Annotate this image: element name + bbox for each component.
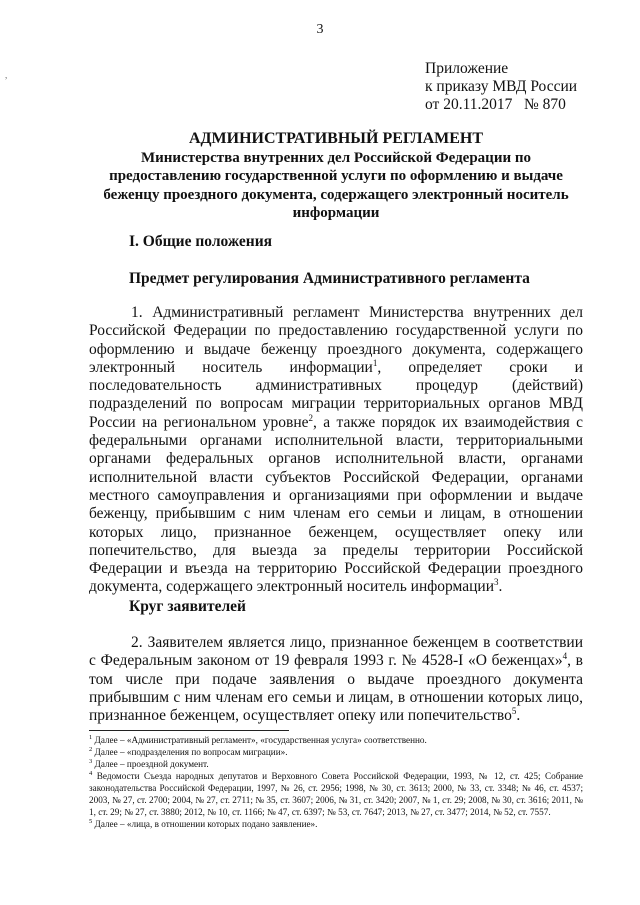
paragraph-1: 1. Административный регламент Министерства внутренних дел Российской Федерации по предоставлению государственной услуги по оформлению и выдаче беженцу проездного документа, содержащего электронный носитель информации$^1$, определяет сроки и последовательность административных процедур (действий) подразделений по вопросам миграции территориальных органов МВД России на региональном уровне$^2$, а также порядок их взаимодействия с федеральными органами исполнительной власти, территориальными органами федеральных органов исполнительной власти, органами исполнительной власти субъектов Российской Федерации, органами местного самоуправления и организациями при оформлении и выдаче беженцу, прибывшим с ним членам его семьи и лицам, в отношении которых лицо, признанное беженцем, осуществляет опеку или попечительство, для выезда за пределы территории Российской Федерации и въезда на территорию Российской Федерации проездного документа, содержащего электронный носитель информации$^3$.: [89, 304, 584, 596]
title-sub: Министерства внутренних дел Российской Федерации по предоставлению государственной услуги по оформлению и выдаче беженцу проездного документа, содержащего электронный носитель информации: [103, 149, 569, 221]
annex-line-3: от 20.11.2017 № 870: [425, 96, 566, 113]
footnote-ref-1: 1: [372, 357, 378, 368]
subheading-applicants: Круг заявителей: [129, 598, 246, 615]
footnotes: [89, 734, 583, 830]
document-title: [88, 130, 584, 223]
scan-mark: ,: [5, 70, 8, 80]
annex-line-1: Приложение: [425, 60, 509, 77]
footnote-item: $^1$ Далее – «Административный регламент», «государственная услуга» соответственно.: [89, 733, 427, 745]
page-number: 3: [316, 22, 324, 37]
annex-line-2: к приказу МВД России: [425, 78, 578, 95]
title-main: АДМИНИСТРАТИВНЫЙ РЕГЛАМЕНТ: [188, 130, 484, 147]
footnote-item: $^3$ Далее – проездной документ.: [89, 757, 209, 769]
footnote-item: $^4$ Ведомости Съезда народных депутатов и Верховного Совета Российской Федерации, 1993, № 12, ст. 425; Собрание законодательства Российской Федерации, 1997, № 26, ст. 2956; 1998, № 30, ст. 3613; 2000, № 33, ст. 3348; № 46, ст. 4537; 2003, № 27, ст. 2700; 2004, № 27, ст. 2711; № 35, ст. 3607; 2006, № 31, ст. 3420; 2007, № 1, ст. 29; 2008, № 30, ст. 3616; 2011, № 1, ст. 29; № 27, ст. 3880; 2012, № 10, ст. 1166; № 47, ст. 6397; № 53, ст. 7647; 2013, № 27, ст. 3477; 2014, № 52, ст. 7557.: [89, 769, 583, 817]
footnote-ref-2: 2: [308, 412, 313, 423]
footnote-item: $^5$ Далее – «лица, в отношении которых подано заявление».: [89, 817, 318, 829]
paragraph-2: 2. Заявителем является лицо, признанное беженцем в соответствии с Федеральным законом от 19 февраля 1993 г. № 4528-I «О беженцах»$^4$, в том числе при подаче заявления о выдаче проездного документа прибывшим с ним членам его семьи и лицам, в отношении которых лицо, признанное беженцем, осуществляет опеку или попечительство$^5$.: [89, 634, 583, 725]
footnote-ref-5: 5: [511, 706, 517, 717]
footnote-item: $^2$ Далее – «подразделения по вопросам миграции».: [89, 745, 288, 757]
section-heading: I. Общие положения: [129, 233, 273, 250]
footnote-ref-4: 4: [562, 651, 568, 662]
footnote-divider: [89, 730, 289, 731]
annex-block: [425, 60, 577, 114]
subheading-subject: Предмет регулирования Административного регламента: [129, 270, 530, 287]
footnote-ref-3: 3: [494, 577, 499, 588]
